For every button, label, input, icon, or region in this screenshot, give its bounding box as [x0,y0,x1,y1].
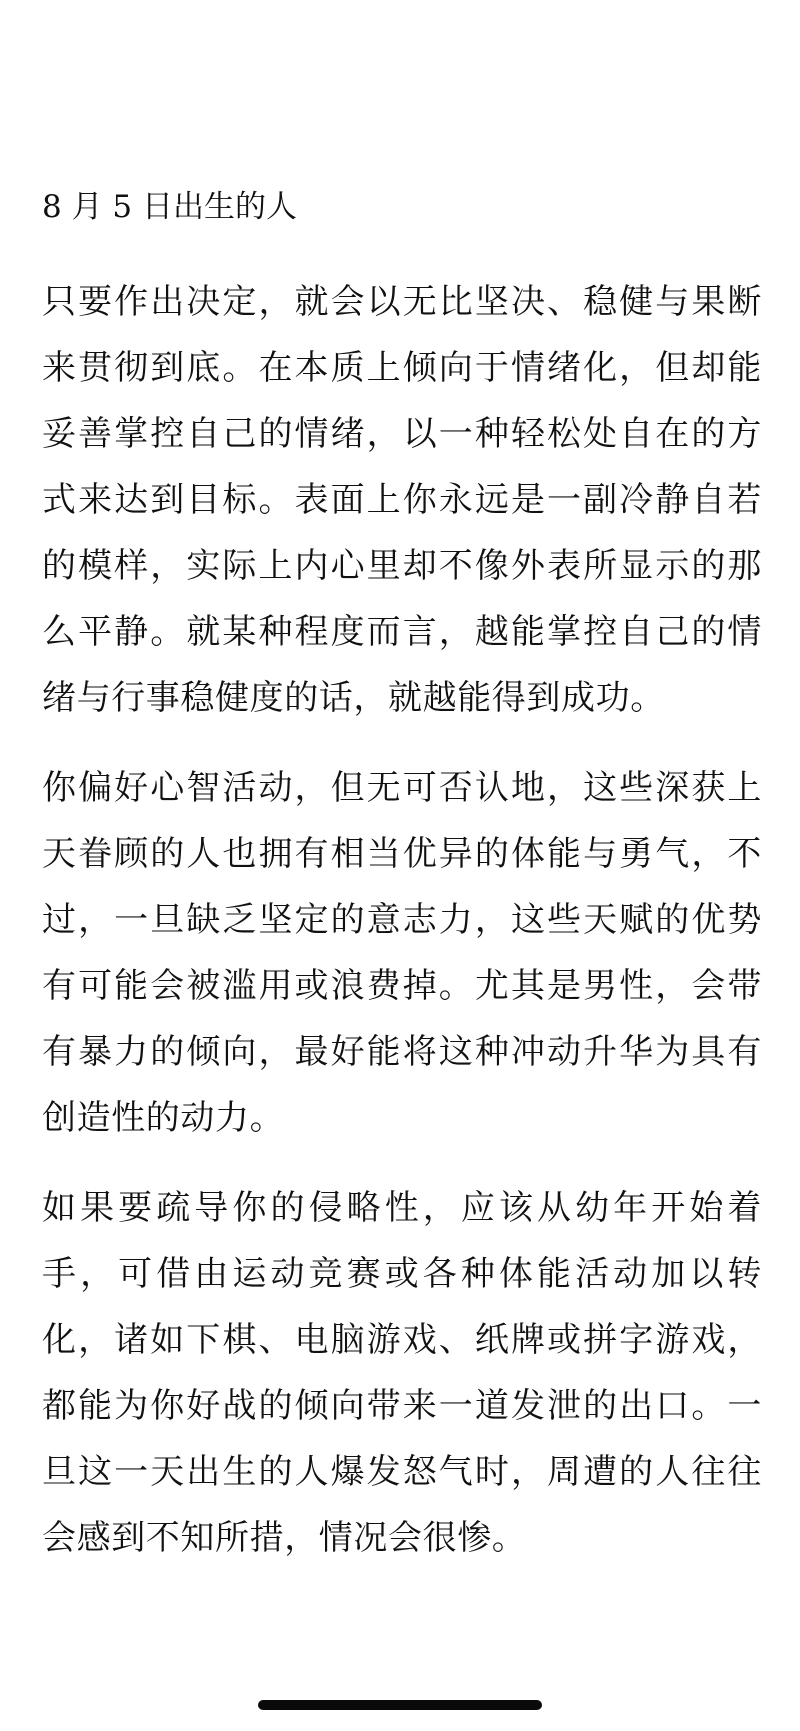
article-paragraph-2: 你偏好心智活动，但无可否认地，这些深获上天眷顾的人也拥有相当优异的体能与勇气，不过，一旦缺乏坚定的意志力，这些天赋的优势有可能会被滥用或浪费掉。尤其是男性，会带有暴力的倾向，最好能将这种冲动升华为具有创造性的动力。 [42,768,762,1138]
home-indicator[interactable] [258,1700,542,1710]
article-title: 8 月 5 日出生的人 [42,189,298,225]
article-paragraph-1: 只要作出决定，就会以无比坚决、稳健与果断来贯彻到底。在本质上倾向于情绪化，但却能妥善掌控自己的情绪，以一种轻松处自在的方式来达到目标。表面上你永远是一副冷静自若的模样，实际上内心里却不像外表所显示的那么平静。就某种程度而言，越能掌控自己的情绪与行事稳健度的话，就越能得到成功。 [42,282,762,718]
article [42,185,762,1595]
article-paragraph-3: 如果要疏导你的侵略性，应该从幼年开始着手，可借由运动竞赛或各种体能活动加以转化，诸如下棋、电脑游戏、纸牌或拼字游戏，都能为你好战的倾向带来一道发泄的出口。一旦这一天出生的人爆发怒气时，周遭的人往往会感到不知所措，情况会很惨。 [42,1188,762,1558]
